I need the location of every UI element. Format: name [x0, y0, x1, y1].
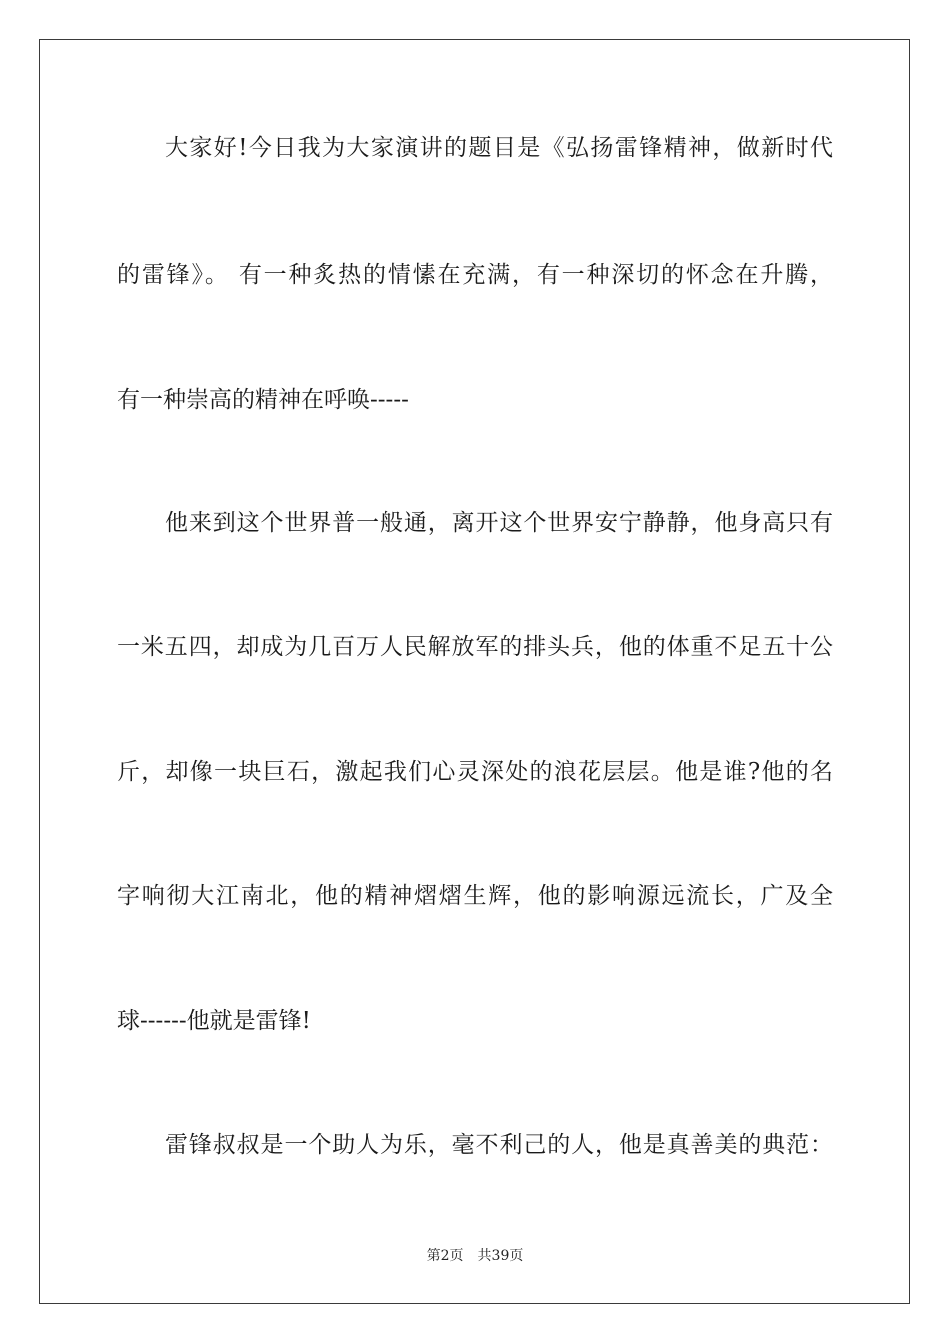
text-line-7: 字响彻大江南北，他的精神熠熠生辉，他的影响源远流长，广及全: [117, 883, 833, 909]
page-border: [39, 39, 910, 1304]
text-line-1: 大家好!今日我为大家演讲的题目是《弘扬雷锋精神，做新时代: [165, 135, 833, 161]
text-line-2: 的雷锋》。 有一种炙热的情愫在充满，有一种深切的怀念在升腾，: [117, 262, 833, 288]
text-line-4: 他来到这个世界普一般通，离开这个世界安宁静静，他身高只有: [165, 510, 833, 536]
page-footer: [0, 1246, 950, 1266]
text-line-6: 斤，却像一块巨石，激起我们心灵深处的浪花层层。他是谁?他的名: [117, 759, 833, 785]
text-line-9: 雷锋叔叔是一个助人为乐，毫不利己的人，他是真善美的典范：: [165, 1132, 833, 1158]
text-line-5: 一米五四，却成为几百万人民解放军的排头兵，他的体重不足五十公: [117, 634, 833, 660]
page-number-current: 第2页: [426, 1248, 464, 1264]
text-line-8: 球------他就是雷锋!: [117, 1008, 311, 1034]
text-line-3: 有一种崇高的精神在呼唤-----: [117, 387, 409, 413]
page-number-total: 共39页: [477, 1248, 524, 1264]
